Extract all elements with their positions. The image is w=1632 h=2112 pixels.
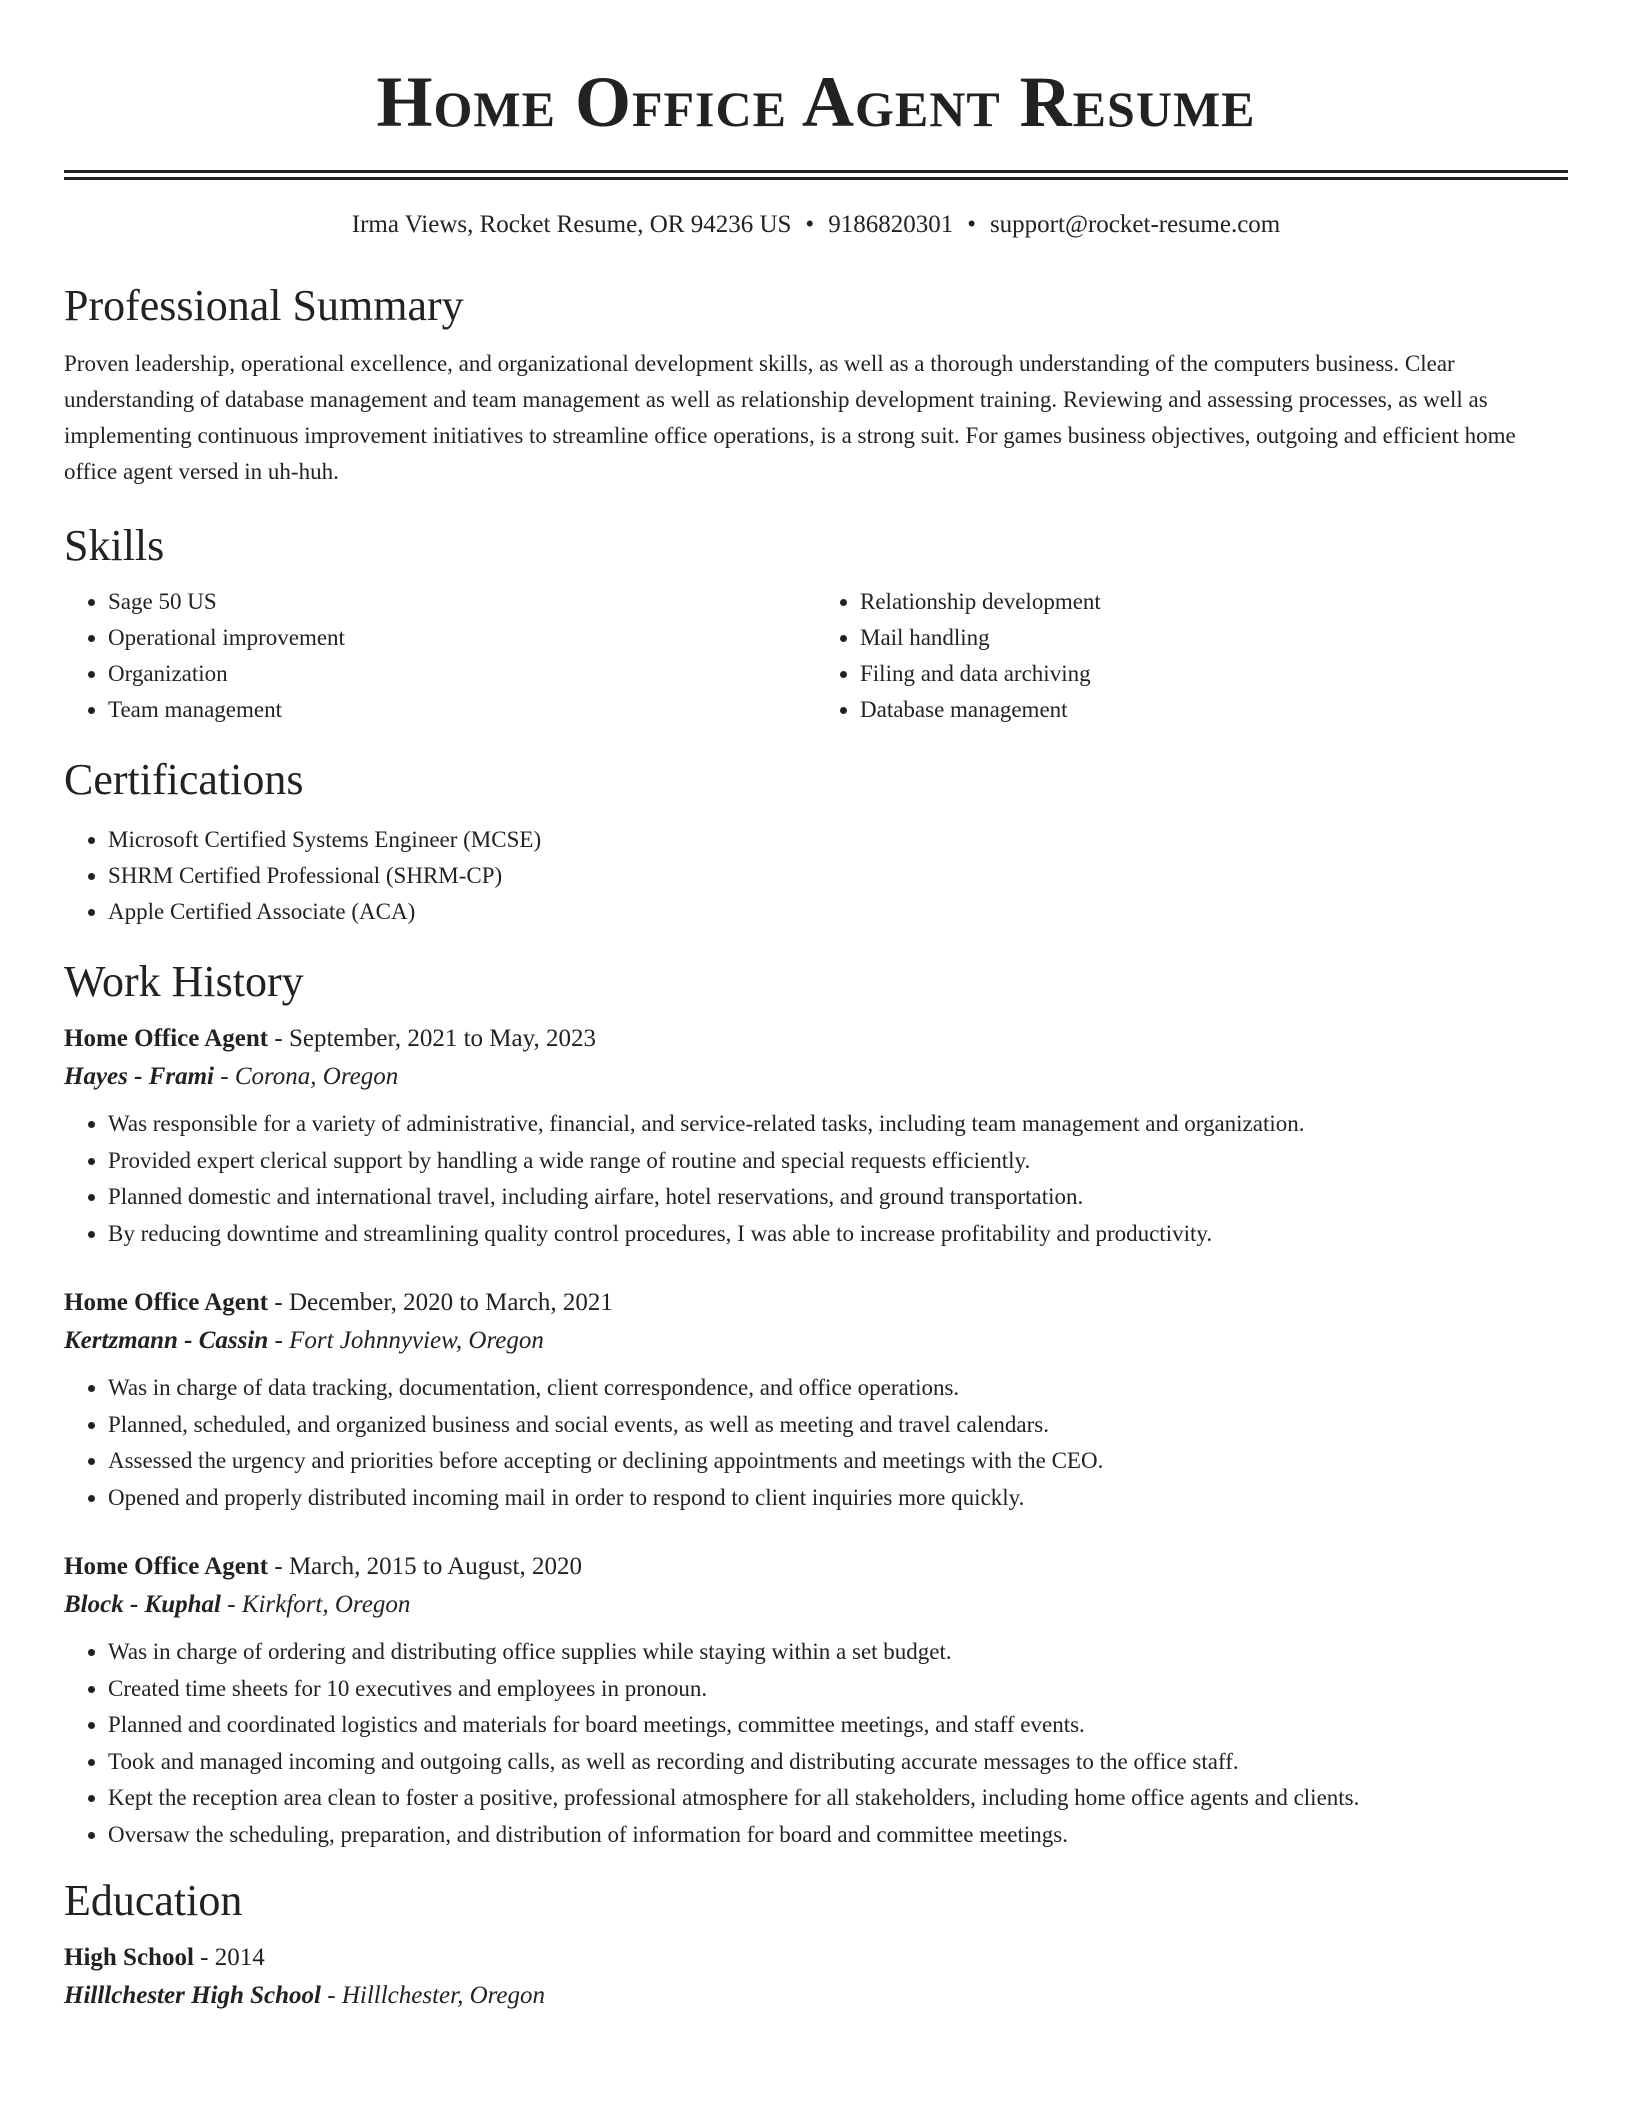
job-location: Kirkfort, Oregon (241, 1591, 411, 1618)
job-company: Hayes - Frami (64, 1063, 214, 1090)
job-title: Home Office Agent (64, 1025, 269, 1052)
certification-item: • Apple Certified Associate (ACA) (108, 894, 1568, 930)
job-dash: - (268, 1025, 289, 1052)
contact-address: Irma Views, Rocket Resume, OR 94236 US (351, 211, 792, 238)
job-title: Home Office Agent (64, 1553, 269, 1580)
work-history-heading: Work History (64, 957, 304, 1006)
job-bullets (64, 1106, 1568, 1252)
education-school-line (64, 1977, 1568, 2015)
skills-heading: Skills (64, 521, 165, 570)
job-dash: - (268, 1289, 289, 1316)
title-divider (64, 170, 1568, 180)
job-bullet: • Was in charge of data tracking, documentation, client correspondence, and office operations. (108, 1370, 1568, 1407)
education-degree: High School (64, 1944, 194, 1971)
skills-column-right (816, 584, 1568, 728)
skill-item: • Relationship development (860, 584, 1568, 620)
job-title: Home Office Agent (64, 1289, 269, 1316)
skills-list (64, 584, 1568, 728)
job-bullets (64, 1370, 1568, 1516)
certifications-heading: Certifications (64, 755, 304, 804)
job-entry (64, 1020, 1568, 1252)
skill-item: • Filing and data archiving (860, 656, 1568, 692)
education-year: 2014 (214, 1944, 265, 1971)
education-dash: - (320, 1982, 342, 2009)
contact-separator: • (805, 211, 815, 238)
resume-page (64, 0, 1568, 2015)
job-dates: March, 2015 to August, 2020 (288, 1553, 582, 1580)
skill-item: • Team management (108, 692, 816, 728)
job-bullet: • Was in charge of ordering and distributing office supplies while staying within a set budget. (108, 1634, 1568, 1671)
job-bullet: • Oversaw the scheduling, preparation, and distribution of information for board and committee meetings. (108, 1817, 1568, 1854)
certification-item: • Microsoft Certified Systems Engineer (MCSE) (108, 822, 1568, 858)
job-title-line (64, 1020, 1568, 1058)
education-dash: - (193, 1944, 215, 1971)
job-title-line (64, 1548, 1568, 1586)
job-bullet: • Took and managed incoming and outgoing calls, as well as recording and distributing accurate messages to the office staff. (108, 1744, 1568, 1781)
skill-item: • Organization (108, 656, 816, 692)
job-entry (64, 1284, 1568, 1516)
job-company: Kertzmann - Cassin (64, 1327, 269, 1354)
job-bullet: • Assessed the urgency and priorities before accepting or declining appointments and meetings with the CEO. (108, 1443, 1568, 1480)
job-location: Fort Johnnyview, Oregon (289, 1327, 544, 1354)
job-location: Corona, Oregon (234, 1063, 399, 1090)
job-bullet: • Provided expert clerical support by handling a wide range of routine and special requests efficiently. (108, 1143, 1568, 1180)
job-dates: September, 2021 to May, 2023 (288, 1025, 596, 1052)
job-dash: - (268, 1327, 290, 1354)
job-bullet: • Opened and properly distributed incoming mail in order to respond to client inquiries more quickly. (108, 1480, 1568, 1517)
contact-email: support@rocket-resume.com (989, 211, 1281, 238)
contact-separator: • (967, 211, 976, 238)
job-title-line (64, 1284, 1568, 1322)
contact-phone: 9186820301 (828, 211, 954, 238)
job-bullet: • Created time sheets for 10 executives and employees in pronoun. (108, 1671, 1568, 1708)
education-entry (64, 1939, 1568, 2015)
job-bullets (64, 1634, 1568, 1853)
certifications-list (64, 822, 1568, 930)
skill-item: • Database management (860, 692, 1568, 728)
job-company-line (64, 1322, 1568, 1360)
skill-item: • Operational improvement (108, 620, 816, 656)
job-entry (64, 1548, 1568, 1853)
job-bullet: • Kept the reception area clean to foster a positive, professional atmosphere for all stakeholders, including home office agents and clients. (108, 1780, 1568, 1817)
education-heading: Education (64, 1876, 243, 1925)
job-bullet: • Planned domestic and international travel, including airfare, hotel reservations, and ground transportation. (108, 1179, 1568, 1216)
education-school: Hilllchester High School (64, 1982, 321, 2009)
job-dates: December, 2020 to March, 2021 (288, 1289, 613, 1316)
certification-item: • SHRM Certified Professional (SHRM-CP) (108, 858, 1568, 894)
summary-text: Proven leadership, operational excellence, and organizational development skills, as well as a thorough understanding of the computers business. Clear understanding of database management and team management as well as relationship development training. Reviewing and assessing processes, as well as implementing continuous improvement initiatives to streamline office operations, is a strong suit. For games business objectives, outgoing and efficient home office agent versed in uh-huh. (64, 351, 1516, 484)
job-dash: - (220, 1591, 242, 1618)
summary-heading: Professional Summary (64, 281, 464, 330)
skill-item: • Sage 50 US (108, 584, 816, 620)
contact-line (64, 208, 1568, 242)
education-degree-line (64, 1939, 1568, 1977)
skills-column-left (64, 584, 816, 728)
page-title: Home Office Agent Resume (376, 62, 1256, 142)
job-company: Block - Kuphal (64, 1591, 221, 1618)
job-dash: - (268, 1553, 289, 1580)
job-bullet: • By reducing downtime and streamlining quality control procedures, I was able to increase profitability and productivity. (108, 1216, 1568, 1253)
education-location: Hilllchester, Oregon (341, 1982, 546, 2009)
skill-item: • Mail handling (860, 620, 1568, 656)
job-company-line (64, 1058, 1568, 1096)
job-bullet: • Planned, scheduled, and organized business and social events, as well as meeting and travel calendars. (108, 1407, 1568, 1444)
job-dash: - (214, 1063, 235, 1090)
job-bullet: • Was responsible for a variety of administrative, financial, and service-related tasks, including team management and organization. (108, 1106, 1568, 1143)
job-bullet: • Planned and coordinated logistics and materials for board meetings, committee meetings, and staff events. (108, 1707, 1568, 1744)
job-company-line (64, 1586, 1568, 1624)
